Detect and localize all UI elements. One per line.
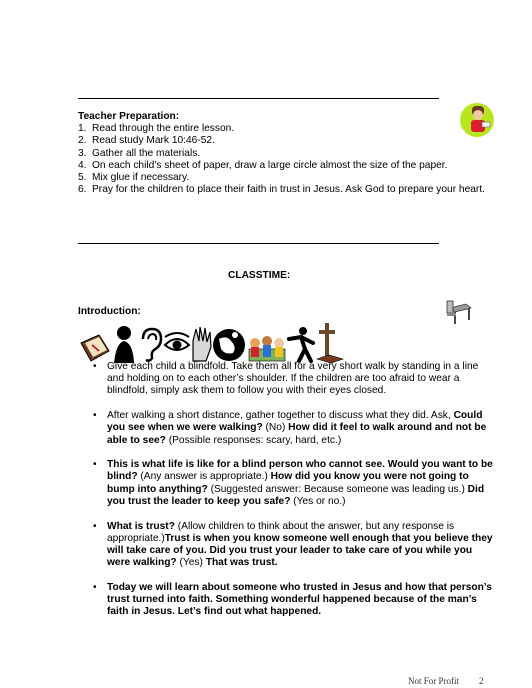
prep-item (78, 160, 498, 172)
bullet-text: (Suggested answer: Because someone was leading us.) (207, 483, 468, 495)
hand-icon (193, 327, 211, 361)
praying-person-icon (114, 326, 134, 363)
bullet-text: (Any answer is appropriate.) (137, 471, 271, 483)
cross-icon (317, 323, 343, 363)
bullet-text: (Yes or no.) (290, 495, 346, 507)
ear-icon (143, 329, 161, 361)
bullet-question: How did you know you were not going to bump into anything? (107, 471, 469, 495)
prep-item (78, 135, 498, 147)
teacher-preparation (78, 111, 498, 196)
bullet-question: Could you see when we were walking? (107, 410, 483, 434)
bullet-question: That was trust. (205, 557, 278, 569)
bullet-question: Did you trust the leader to keep you safe? (107, 483, 485, 507)
prep-item-text: Read through the entire lesson. (92, 123, 235, 135)
bullet-question: What is trust? (107, 520, 175, 532)
list-item: • Give each child a blindfold. Take them all for a very short walk by standing in a line and holding on to each other’s shoulder. If the children are too afraid to wear a blindfold, simply ask them to follow you with their eyes closed. (93, 361, 479, 397)
prep-item-text: Gather all the materials. (92, 147, 201, 159)
list-item: • This is what life is like for a blind person who cannot see. Would you want to be blind? (Any answer is appropriate.) How did you know you were not going to bump into anything? (Suggested answer: Because someone was leading us.) Did you trust the leader to keep you safe? (Yes or no.) (93, 459, 493, 507)
prep-item-number: 5. (78, 172, 87, 184)
prep-item (78, 148, 498, 160)
bullet-text: Give each child a blindfold. Take them all for a very short walk by standing in a line and holding on to each other’s shoulder. If the children are too afraid to wear a blindfold, simply ask them to follow you with their eyes closed. (107, 361, 479, 397)
prep-item-text: Pray for the children to place their faith in trust in Jesus. Ask God to prepare your heart. (92, 184, 485, 196)
footer-label: Not For Profit (408, 676, 460, 686)
prep-item-number: 2. (78, 135, 87, 147)
section-divider-top (78, 98, 439, 99)
bullet-text: (Allow children to think about the answer, but any response is appropriate.) (107, 520, 455, 544)
prep-item (78, 184, 498, 196)
list-item: • After walking a short distance, gather together to discuss what they did. Ask, Could you see when we were walking? (No) How did it feel to walk around and not be able to see? (Possible responses: scary, hard, etc.) (93, 410, 487, 446)
eye-icon (165, 333, 189, 350)
bullet-question: Trust is when you know someone well enough that you believe they will take care of you. Did you trust your leader to take care of you while you were walking? (107, 532, 493, 569)
list-item: • What is trust? (Allow children to think about the answer, but any response is appropriate.)Trust is when you know someone well enough that you believe they will take care of you. Did you trust your leader to take care of you while you were walking? (Yes) That was trust. (93, 520, 493, 569)
prep-item-number: 6. (78, 184, 87, 196)
prep-item (78, 123, 498, 135)
bullet-text: (Possible responses: scary, hard, etc.) (165, 434, 342, 446)
list-item: • Today we will learn about someone who trusted in Jesus and how that person’s trust turned into faith. Something wonderful happened because of the man’s faith in Jesus. Let’s find out what happened. (93, 581, 492, 618)
prep-item (78, 172, 498, 184)
school-desk-icon (444, 298, 474, 328)
prep-item-number: 3. (78, 147, 87, 159)
page-number: 2 (479, 676, 484, 686)
prep-item-text: On each child’s sheet of paper, draw a large circle almost the size of the paper. (92, 159, 448, 171)
children-group-icon (249, 336, 285, 361)
exercise-person-icon (289, 327, 313, 361)
bible-icon (81, 335, 109, 361)
introduction-heading: Introduction: (78, 306, 141, 317)
bullet-text: After walking a short distance, gather together to discuss what they did. Ask, (107, 410, 454, 422)
prep-title: Teacher Preparation: (78, 111, 180, 122)
prep-item-number: 1. (78, 123, 87, 135)
bullet-text: (Yes) (176, 557, 206, 569)
bullet-question: This is what life is like for a blind person who cannot see. Would you want to be blind? (107, 459, 493, 483)
bullet-text: (No) (262, 422, 289, 434)
prep-item-number: 4. (78, 159, 87, 171)
bullet-text: Today we will learn about someone who trusted in Jesus and how that person’s trust turned into faith. Something wonderful happened because of the man’s faith in Jesus. Let’s find out what happened. (107, 581, 492, 618)
introduction-bullets (93, 361, 493, 631)
prep-item-text: Mix glue if necessary. (92, 172, 190, 184)
classtime-heading: CLASSTIME: (228, 270, 291, 281)
prep-item-text: Read study Mark 10:46-52. (92, 135, 215, 147)
globe-icon (213, 329, 245, 361)
section-divider-bottom (78, 243, 439, 244)
prep-list (78, 123, 498, 196)
bullet-question: How did it feel to walk around and not be able to see? (107, 422, 487, 446)
